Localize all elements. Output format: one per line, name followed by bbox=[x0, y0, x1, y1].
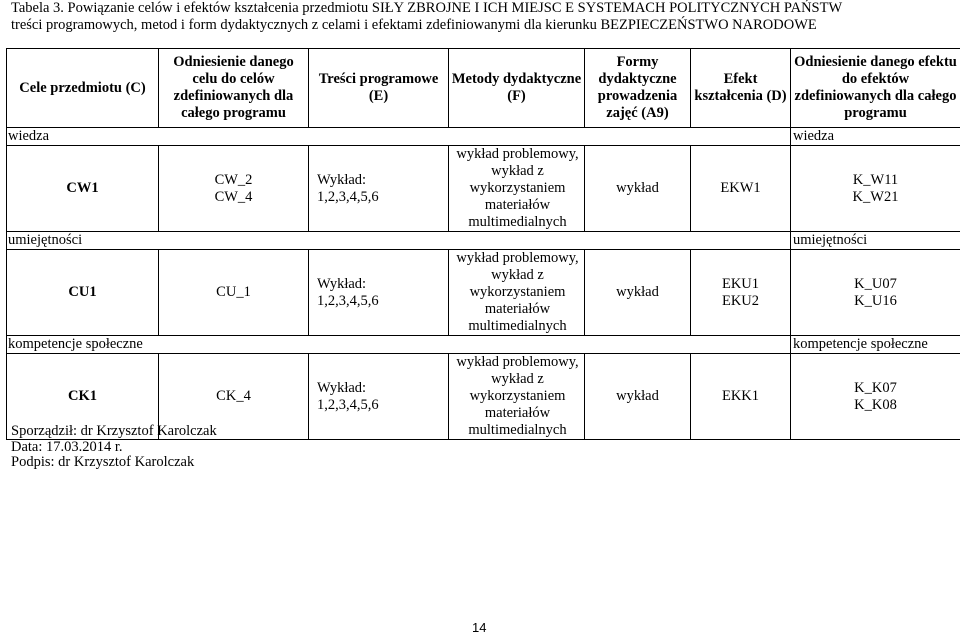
method-line: wykorzystaniem bbox=[453, 284, 582, 301]
method-line: wykład z bbox=[453, 267, 582, 284]
method-line: materiałów bbox=[453, 301, 582, 318]
effect-ref-cell bbox=[791, 146, 960, 232]
method-line: multimedialnych bbox=[453, 214, 582, 231]
methods-cell bbox=[449, 250, 585, 336]
effect-cell bbox=[691, 354, 791, 440]
header-content: Treści programowe (E) bbox=[309, 49, 449, 128]
header-row bbox=[7, 49, 960, 128]
method-line: wykład problemowy, bbox=[453, 250, 582, 267]
section-label-row bbox=[7, 232, 960, 250]
effect-ref-item: K_U07 bbox=[793, 276, 958, 293]
content-value: 1,2,3,4,5,6 bbox=[317, 293, 446, 310]
method-line: multimedialnych bbox=[453, 318, 582, 335]
footer-date: Data: 17.03.2014 r. bbox=[11, 440, 217, 456]
header-goal-reference: Odniesienie danego celu do celów zdefiniowanych dla całego programu bbox=[159, 49, 309, 128]
section-label-row bbox=[7, 336, 960, 354]
methods-cell bbox=[449, 146, 585, 232]
goals-effects-table bbox=[6, 48, 960, 440]
goal-ref-cell bbox=[159, 250, 309, 336]
effect-item: EKW1 bbox=[693, 180, 788, 197]
table-caption bbox=[11, 0, 956, 34]
form-cell: wykład bbox=[585, 146, 691, 232]
method-line: materiałów bbox=[453, 405, 582, 422]
effect-ref-item: K_U16 bbox=[793, 293, 958, 310]
effect-item: EKU1 bbox=[693, 276, 788, 293]
method-line: wykład z bbox=[453, 163, 582, 180]
methods-cell bbox=[449, 354, 585, 440]
table-row bbox=[7, 146, 960, 232]
document-footer bbox=[11, 424, 217, 471]
section-label: kompetencje społeczne bbox=[7, 336, 791, 354]
method-line: wykład problemowy, bbox=[453, 354, 582, 371]
goal-cell: CW1 bbox=[7, 146, 159, 232]
header-effect: Efekt kształcenia (D) bbox=[691, 49, 791, 128]
content-label: Wykład: bbox=[317, 276, 446, 293]
section-label-right: kompetencje społeczne bbox=[791, 336, 960, 354]
header-methods: Metody dydaktyczne (F) bbox=[449, 49, 585, 128]
method-line: wykorzystaniem bbox=[453, 180, 582, 197]
header-forms: Formy dydaktyczne prowadzenia zajęć (A9) bbox=[585, 49, 691, 128]
effect-item: EKK1 bbox=[693, 388, 788, 405]
section-label-right: umiejętności bbox=[791, 232, 960, 250]
header-effect-reference: Odniesienie danego efektu do efektów zdefiniowanych dla całego programu bbox=[791, 49, 960, 128]
content-label: Wykład: bbox=[317, 380, 446, 397]
effect-ref-item: K_K08 bbox=[793, 397, 958, 414]
caption-line-1: Tabela 3. Powiązanie celów i efektów kształcenia przedmiotu SIŁY ZBROJNE I ICH MIEJSC E SYSTEMACH POLITYCZNYCH PAŃSTW bbox=[11, 0, 956, 17]
effect-item: EKU2 bbox=[693, 293, 788, 310]
section-label-right: wiedza bbox=[791, 128, 960, 146]
content-value: 1,2,3,4,5,6 bbox=[317, 397, 446, 414]
goal-cell: CK1 bbox=[7, 354, 159, 440]
effect-cell bbox=[691, 146, 791, 232]
content-cell bbox=[309, 354, 449, 440]
header-goals: Cele przedmiotu (C) bbox=[7, 49, 159, 128]
footer-signature: Podpis: dr Krzysztof Karolczak bbox=[11, 455, 217, 471]
form-cell: wykład bbox=[585, 250, 691, 336]
content-cell bbox=[309, 250, 449, 336]
content-value: 1,2,3,4,5,6 bbox=[317, 189, 446, 206]
effect-cell bbox=[691, 250, 791, 336]
method-line: wykład problemowy, bbox=[453, 146, 582, 163]
method-line: wykorzystaniem bbox=[453, 388, 582, 405]
effect-ref-item: K_W21 bbox=[793, 189, 958, 206]
goal-cell: CU1 bbox=[7, 250, 159, 336]
effect-ref-item: K_K07 bbox=[793, 380, 958, 397]
method-line: multimedialnych bbox=[453, 422, 582, 439]
content-cell bbox=[309, 146, 449, 232]
goal-ref-item: CU_1 bbox=[161, 284, 306, 301]
form-cell: wykład bbox=[585, 354, 691, 440]
content-label: Wykład: bbox=[317, 172, 446, 189]
section-label: umiejętności bbox=[7, 232, 791, 250]
method-line: materiałów bbox=[453, 197, 582, 214]
section-label: wiedza bbox=[7, 128, 791, 146]
goal-ref-item: CW_2 bbox=[161, 172, 306, 189]
caption-line-2: treści programowych, metod i form dydaktycznych z celami i efektami zdefiniowanymi dla kierunku BEZPIECZEŃSTWO NARODOWE bbox=[11, 17, 956, 34]
goal-ref-cell bbox=[159, 146, 309, 232]
footer-author: Sporządził: dr Krzysztof Karolczak bbox=[11, 424, 217, 440]
effect-ref-cell bbox=[791, 354, 960, 440]
section-label-row bbox=[7, 128, 960, 146]
goal-ref-item: CK_4 bbox=[161, 388, 306, 405]
method-line: wykład z bbox=[453, 371, 582, 388]
page-number: 14 bbox=[472, 620, 486, 635]
effect-ref-item: K_W11 bbox=[793, 172, 958, 189]
table-row bbox=[7, 250, 960, 336]
goal-ref-item: CW_4 bbox=[161, 189, 306, 206]
effect-ref-cell bbox=[791, 250, 960, 336]
